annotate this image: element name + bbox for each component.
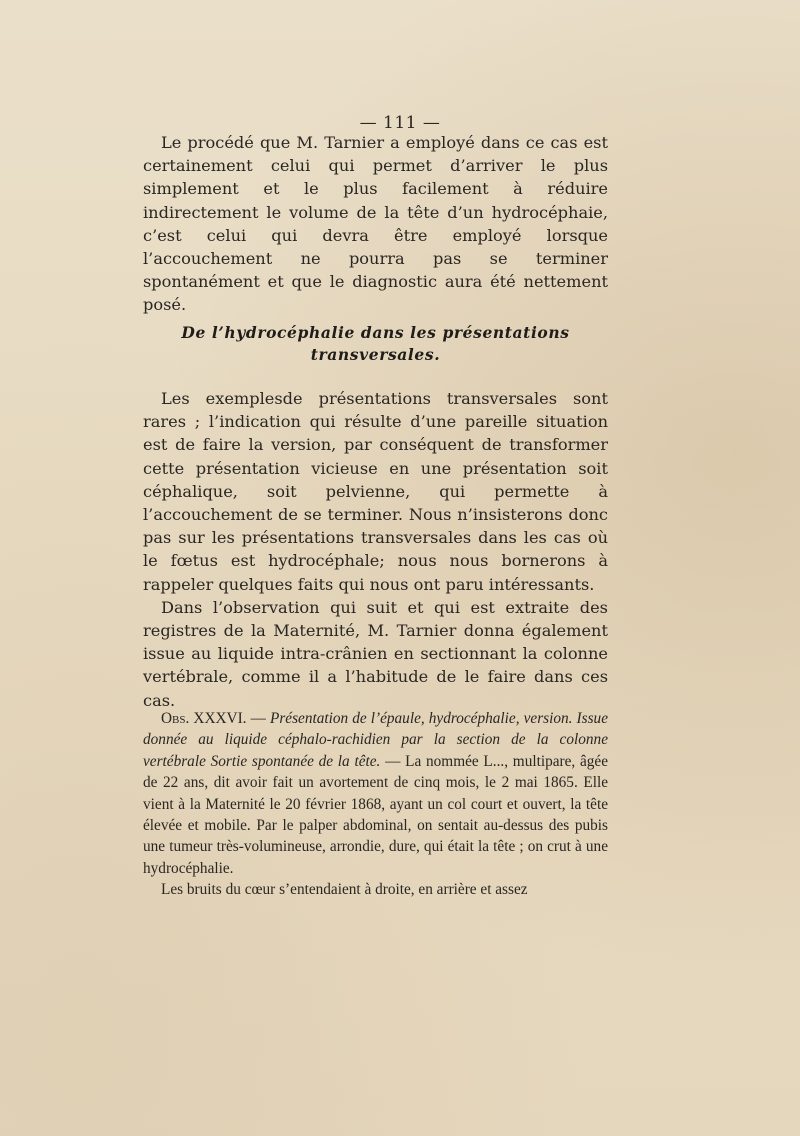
observation-dash: — [380,752,406,770]
section-heading: De l’hydrocéphalie dans les présentations transversales. [181,323,570,364]
observation-block [143,708,608,901]
observation-paragraph [143,708,608,879]
observation-title: Présentation de l’épaule, hydrocéphalie, version. Issue donnée au liquide céphalo-rachidien par la section de la colonne vertébrale Sortie spontanée de la tête. [143,710,608,770]
intro-paragraph-block [143,131,608,317]
observation-text: La nommée L..., multipare, âgée de 22 ans, dit avoir fait un avortement de cinq mois, le 2 mai 1865. Elle vient à la Maternité le 20 février 1868, ayant un col court et ouvert, la tête élevée et mobile. Par le palper abdominal, on sentait au-dessus des pubis une tumeur très-volumineuse, arrondie, dure, qui était la tête ; on crut à une hydrocéphalie. [143,752,608,877]
paragraph-1: Les exemplesde présentations transversales sont rares ; l’indication qui résulte d’une pareille situation est de faire la version, par conséquent de transformer cette présentation vicieuse en une présentation soit céphalique, soit pelvienne, qui permette à l’accouchement de se terminer. Nous n’insisterons donc pas sur les présentations transversales dans les cas où le fœtus est hydrocéphale; nous nous bornerons à rappeler quelques faits qui nous ont paru intéressants. [143,389,608,594]
body-text-block [143,387,608,712]
observation-continuation: Les bruits du cœur s’entendaient à droite, en arrière et assez [161,881,528,899]
intro-paragraph: Le procédé que M. Tarnier a employé dans ce cas est certainement celui qui permet d’arriver le plus simplement et le plus facilement à réduire indirectement le volume de la tête d’un hydrocéphaie, c’est celui qui devra être employé lorsque l’accouchement ne pourra pas se terminer spontanément et que le diagnostic aura été nettement posé. [143,133,608,315]
page-number: — 111 — [359,113,441,133]
paragraph-2: Dans l’observation qui suit et qui est extraite des registres de la Maternité, M. Tarnier donna également issue au liquide intra-crânien en sectionnant la colonne vertébrale, comme il a l’habitude de le faire dans ces cas. [143,597,608,710]
observation-label: Obs. XXXVI. — [161,710,266,727]
